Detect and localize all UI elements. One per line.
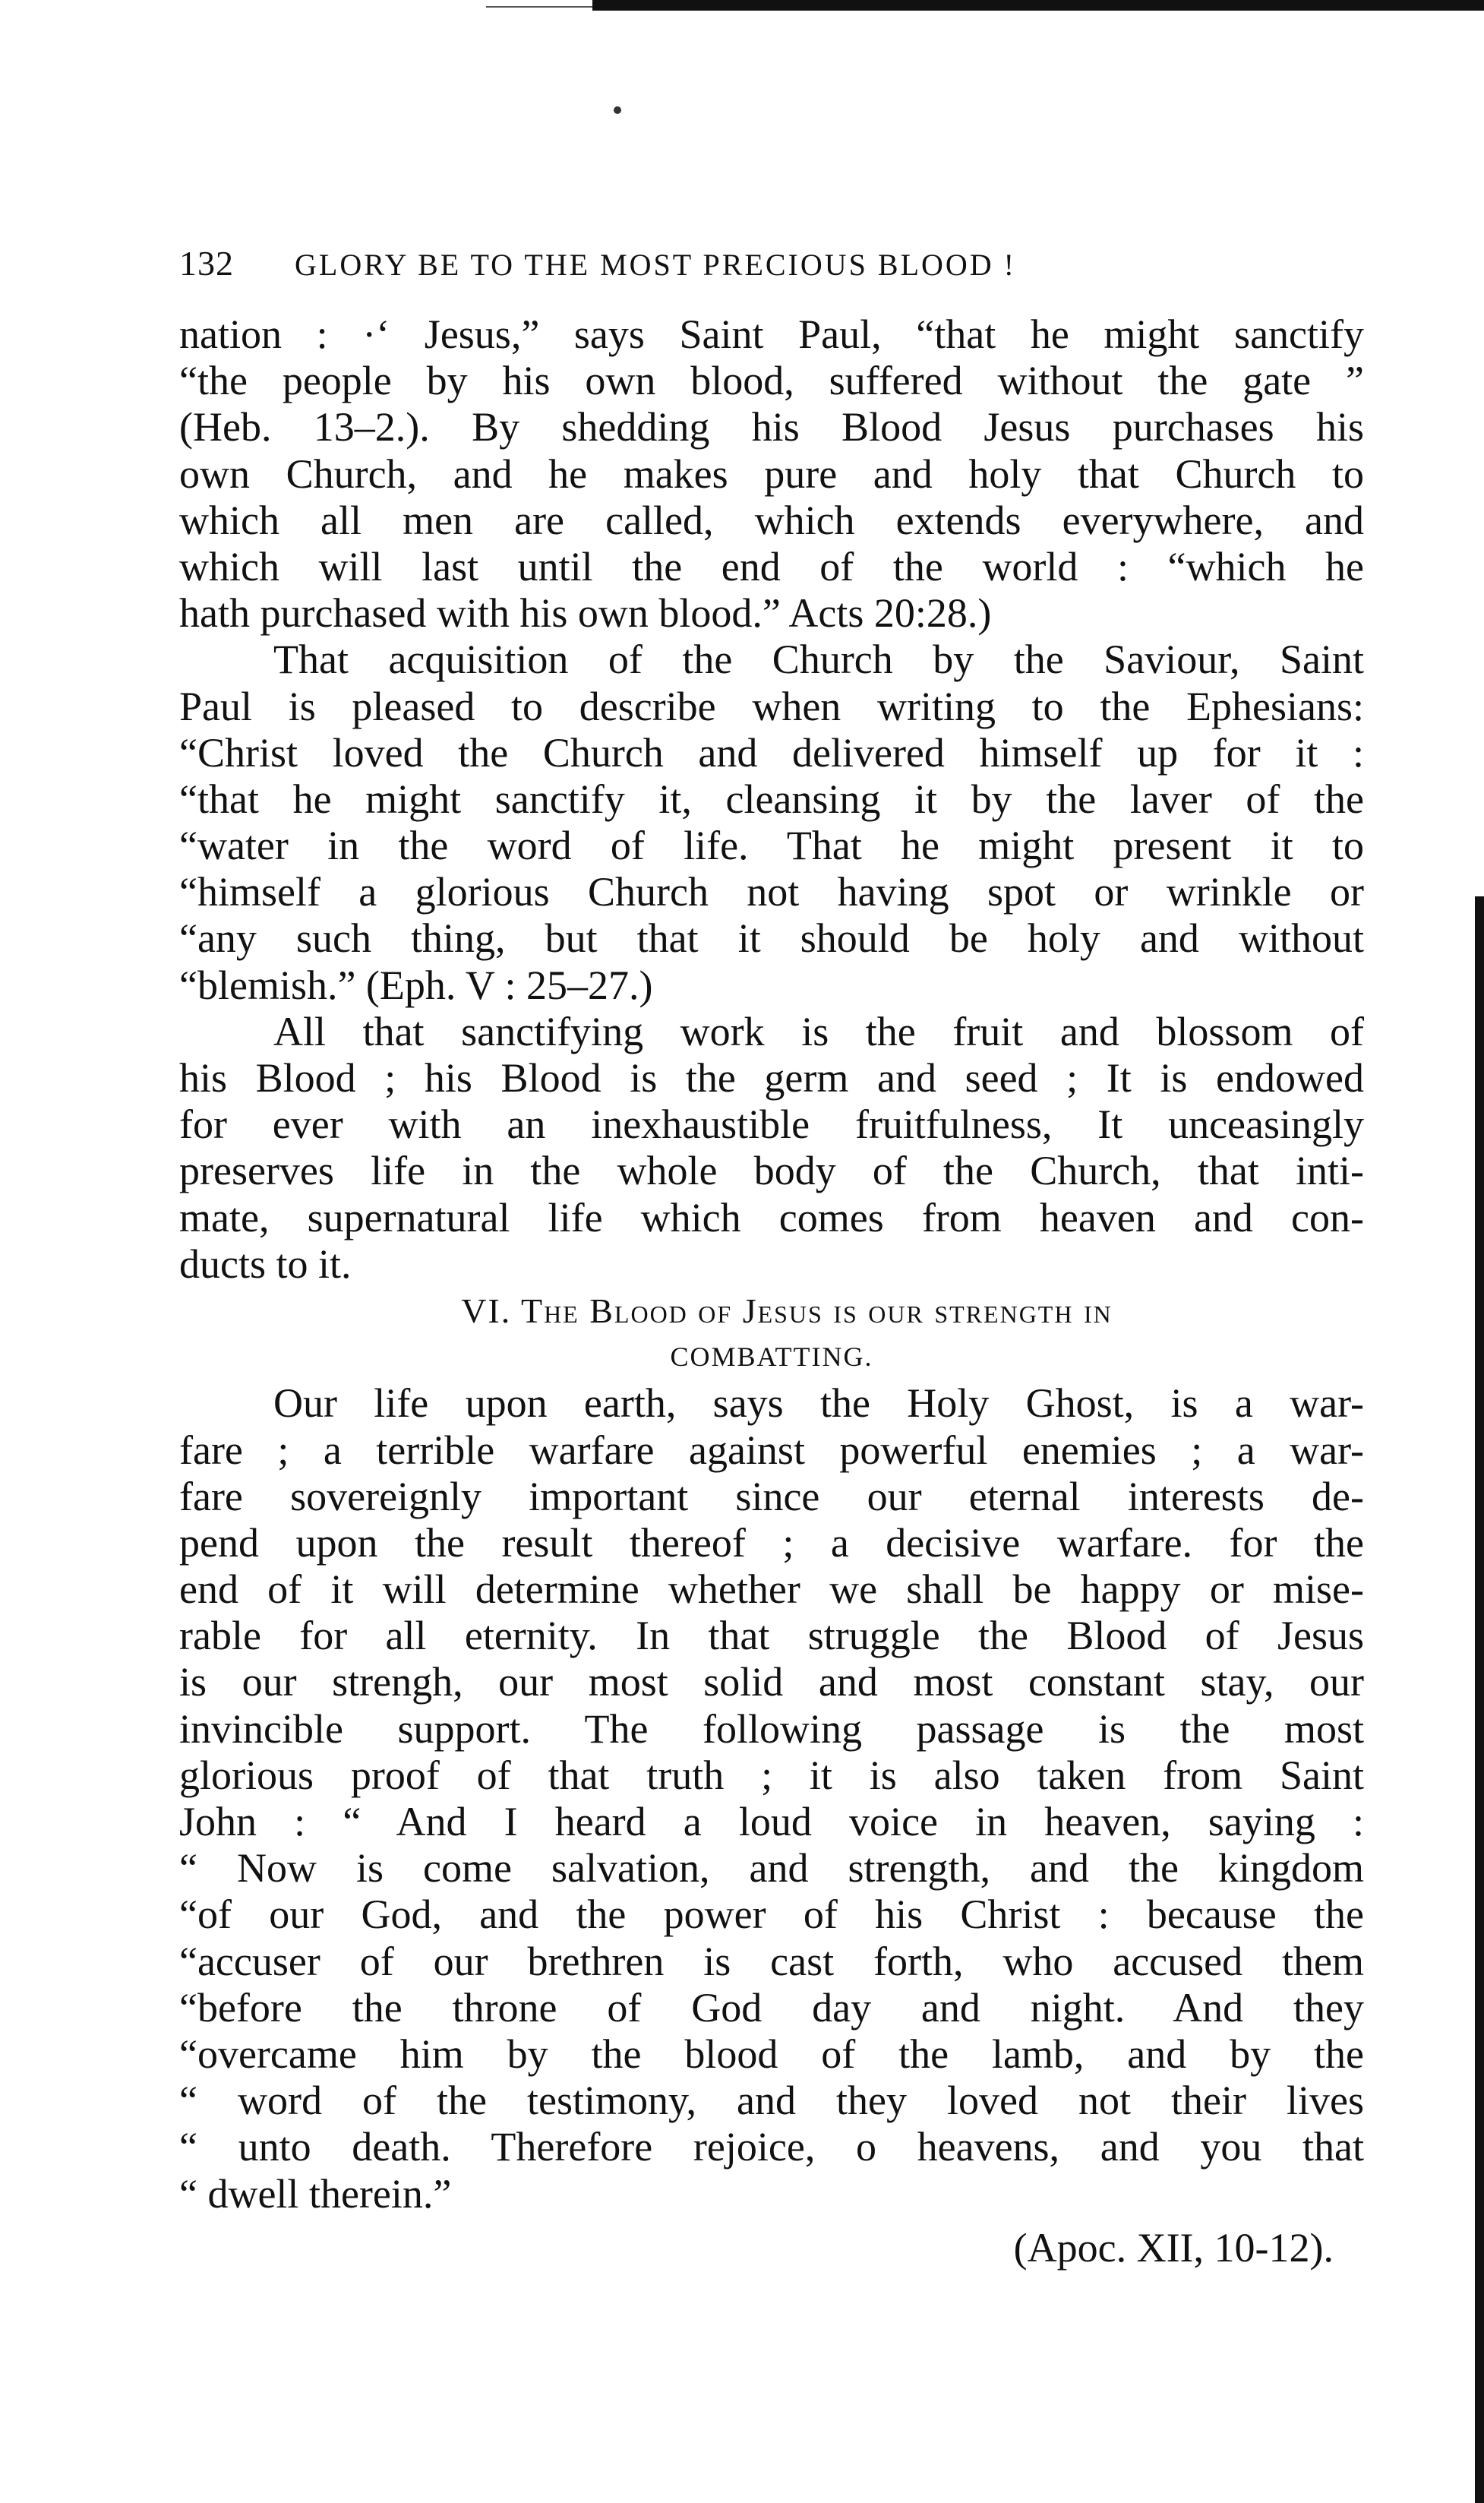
section-heading xyxy=(179,1288,1364,1380)
paragraph-1 xyxy=(179,311,1364,637)
text-line: mate, supernatural life which comes from heaven and con- xyxy=(179,1194,1364,1240)
text-line: “water in the word of life. That he might present it to xyxy=(179,823,1364,869)
paragraph-3 xyxy=(179,1009,1364,1288)
text-line: “before the throne of God day and night. And they xyxy=(179,1984,1364,2031)
paragraph-4 xyxy=(179,1380,1364,2217)
text-line: “himself a glorious Church not having spot or wrinkle or xyxy=(179,869,1364,915)
text-line: own Church, and he makes pure and holy that Church to xyxy=(179,450,1364,497)
text-line: which all men are called, which extends everywhere, and xyxy=(179,497,1364,543)
text-line: “any such thing, but that it should be holy and without xyxy=(179,915,1364,962)
text-line: “ dwell therein.” xyxy=(179,2170,452,2217)
text-line: is our strengh, our most solid and most constant stay, our xyxy=(179,1659,1364,1705)
text-line: All that sanctifying work is the fruit and blossom of xyxy=(273,1008,1364,1054)
top-scan-rule xyxy=(592,0,1484,11)
section-heading-line: COMBATTING. xyxy=(670,1342,873,1373)
text-line: “overcame him by the blood of the lamb, and by the xyxy=(179,2031,1364,2077)
text-line: fare ; a terrible warfare against powerful enemies ; a war- xyxy=(179,1427,1364,1473)
text-line: “the people by his own blood, suffered without the gate ” xyxy=(179,358,1364,404)
text-line: rable for all eternity. In that struggle the Blood of Jesus xyxy=(179,1613,1364,1659)
running-head xyxy=(179,243,1364,289)
page-number: 132 xyxy=(179,244,234,283)
text-line: “ word of the testimony, and they loved not their lives xyxy=(179,2078,1364,2124)
scripture-citation: (Apoc. XII, 10-12). xyxy=(1013,2224,1334,2271)
paragraph-2 xyxy=(179,637,1364,1009)
text-line: “Christ loved the Church and delivered himself up for it : xyxy=(179,729,1364,776)
text-line: hath purchased with his own blood.” Acts 20:28.) xyxy=(179,590,992,637)
text-line: nation : ·‘ Jesus,” says Saint Paul, “that he might sanctify xyxy=(179,311,1364,357)
text-line: “that he might sanctify it, cleansing it by the laver of the xyxy=(179,776,1364,822)
book-page xyxy=(179,243,1364,2271)
text-line: “ Now is come salvation, and strength, and the kingdom xyxy=(179,1845,1364,1891)
text-line: “of our God, and the power of his Christ : because the xyxy=(179,1891,1364,1938)
text-line: pend upon the result thereof ; a decisive warfare. for the xyxy=(179,1519,1364,1566)
text-line: glorious proof of that truth ; it is also taken from Saint xyxy=(179,1752,1364,1798)
ink-speck xyxy=(614,106,621,114)
text-line: Paul is pleased to describe when writing to the Ephesians: xyxy=(179,683,1364,729)
text-line: which will last until the end of the world : “which he xyxy=(179,543,1364,589)
text-line: preserves life in the whole body of the Church, that inti- xyxy=(179,1148,1364,1194)
text-line: fare sovereignly important since our eternal interests de- xyxy=(179,1473,1364,1519)
text-line: Our life upon earth, says the Holy Ghost, is a war- xyxy=(273,1380,1364,1427)
right-scan-edge xyxy=(1475,896,1484,2503)
running-title: GLORY BE TO THE MOST PRECIOUS BLOOD ! xyxy=(295,248,1016,282)
text-line: for ever with an inexhaustible fruitfulness, It unceasingly xyxy=(179,1101,1364,1148)
text-line: John : “ And I heard a loud voice in heaven, saying : xyxy=(179,1799,1364,1844)
text-line: (Heb. 13–2.). By shedding his Blood Jesus purchases his xyxy=(179,404,1364,450)
text-line: invincible support. The following passage is the most xyxy=(179,1705,1364,1752)
text-line: That acquisition of the Church by the Saviour, Saint xyxy=(273,637,1364,683)
text-line: ducts to it. xyxy=(179,1240,352,1287)
text-line: end of it will determine whether we shall be happy or mise- xyxy=(179,1566,1364,1613)
section-heading-line: VI. The Blood of Jesus is our strength in xyxy=(461,1291,1113,1330)
text-line: “accuser of our brethren is cast forth, who accused them xyxy=(179,1938,1364,1984)
text-line: “ unto death. Therefore rejoice, o heavens, and you that xyxy=(179,2124,1364,2170)
text-line: “blemish.” (Eph. V : 25–27.) xyxy=(179,962,653,1008)
top-scan-rule-thin xyxy=(486,6,592,8)
text-line: his Blood ; his Blood is the germ and seed ; It is endowed xyxy=(179,1055,1364,1101)
